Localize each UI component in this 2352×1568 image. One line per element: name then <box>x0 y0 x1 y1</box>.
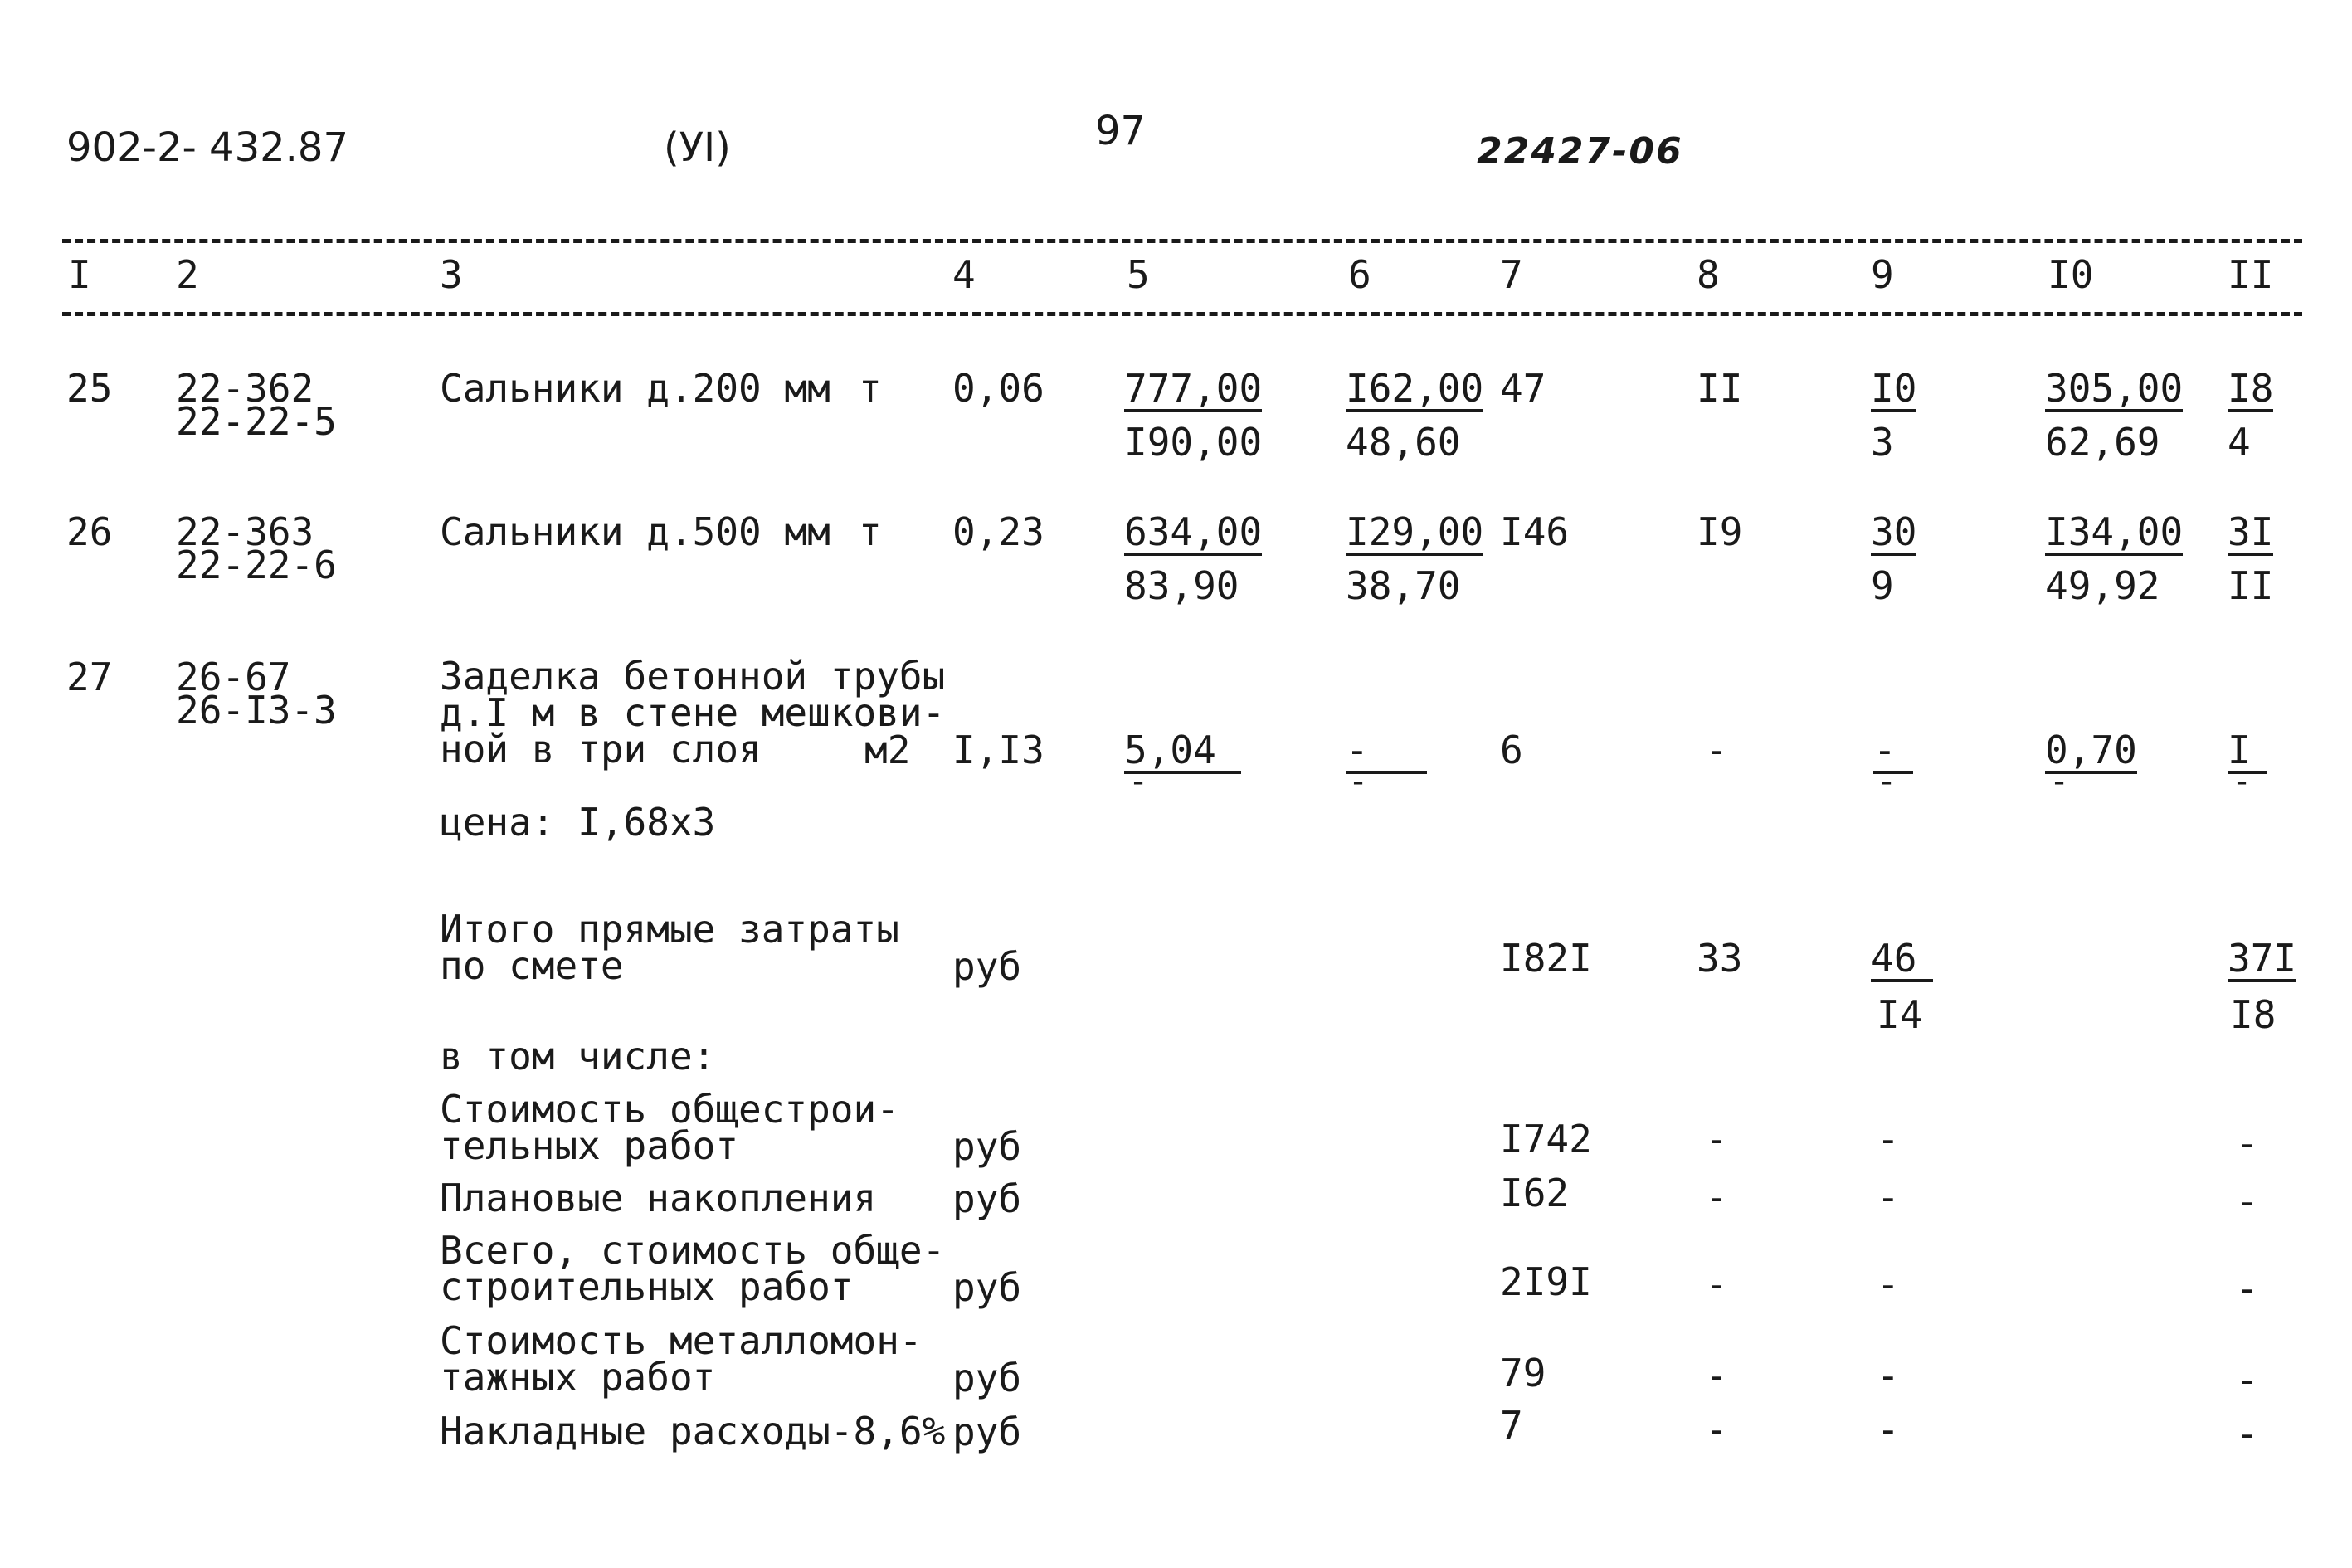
col6-top: - <box>1346 731 1427 774</box>
col5-bottom: 83,90 <box>1124 563 1239 608</box>
col-header-8: 8 <box>1697 252 1720 297</box>
code-2: 26-I3-3 <box>176 688 337 733</box>
item-col8: - <box>1705 1262 1728 1307</box>
col11-bottom: II <box>2228 563 2274 608</box>
direct-costs-col8: 33 <box>1697 936 1743 981</box>
col-header-1: I <box>68 252 91 297</box>
quantity: 0,06 <box>952 366 1045 411</box>
item-col7: I742 <box>1500 1117 1592 1161</box>
header-bottom-rule <box>62 312 2302 316</box>
item-unit: руб <box>952 1410 1022 1454</box>
item-unit: руб <box>952 1356 1022 1400</box>
col8-value: II <box>1697 366 1743 411</box>
col-header-4: 4 <box>952 252 976 297</box>
col6-bottom: 48,60 <box>1346 420 1461 465</box>
item-label-line1: Стоимость металломон- <box>440 1318 923 1363</box>
code-1: 26-67 <box>176 655 291 699</box>
item-label-line1: Плановые накопления <box>440 1176 877 1220</box>
col8-value: - <box>1705 728 1728 772</box>
handwritten-code: 22427-06 <box>1477 130 1683 173</box>
item-col7: 2I9I <box>1500 1259 1592 1304</box>
row-number: 27 <box>66 655 113 699</box>
col10-bottom: 62,69 <box>2045 420 2160 465</box>
work-description: Сальники д.200 мм <box>440 366 830 411</box>
item-label-line1: Стоимость общестрои- <box>440 1087 899 1132</box>
work-description: Сальники д.500 мм <box>440 509 830 554</box>
item-col8: - <box>1705 1117 1728 1161</box>
item-unit: руб <box>952 1124 1022 1169</box>
col9-top: 30 <box>1871 509 1917 554</box>
col-header-3: 3 <box>440 252 463 297</box>
item-col8: - <box>1705 1407 1728 1452</box>
row-number: 26 <box>66 509 113 554</box>
code-2: 22-22-5 <box>176 399 337 444</box>
direct-costs-col7: I82I <box>1500 936 1592 981</box>
col11-top: I <box>2228 731 2267 774</box>
col5-top: 777,00 <box>1124 366 1263 411</box>
direct-costs-label-line1: Итого прямые затраты <box>440 907 899 952</box>
work-description-line2: д.I м в стене мешкови- <box>440 690 946 735</box>
col5-bottom: I90,00 <box>1124 420 1263 465</box>
work-description-line3: ной в три слоя <box>440 727 762 772</box>
unit: т <box>859 366 882 411</box>
direct-costs-col9-bottom: I4 <box>1877 992 1923 1037</box>
col5-top: 5,04 <box>1124 731 1241 774</box>
direct-costs-col11-bottom: I8 <box>2230 992 2277 1037</box>
col9-top: - <box>1873 731 1913 774</box>
col6-top: I29,00 <box>1346 509 1484 554</box>
item-label-line1: Всего, стоимость обще- <box>440 1228 946 1273</box>
col6-top: I62,00 <box>1346 366 1484 411</box>
direct-costs-col9-top: 46 <box>1871 939 1933 982</box>
col6-bottom: 38,70 <box>1346 563 1461 608</box>
item-col9: - <box>1877 1353 1900 1398</box>
quantity: 0,23 <box>952 509 1045 554</box>
col-header-5: 5 <box>1127 252 1150 297</box>
item-col9: - <box>1877 1117 1900 1161</box>
col10-top: 0,70 <box>2045 728 2137 772</box>
col-header-9: 9 <box>1871 252 1894 297</box>
header-top-rule <box>62 239 2302 243</box>
col7-value: 6 <box>1500 728 1523 772</box>
document-code: 902-2- 432.87 <box>66 124 349 171</box>
col9-top: I0 <box>1871 366 1917 411</box>
item-col7: 7 <box>1500 1403 1523 1448</box>
col-header-6: 6 <box>1348 252 1371 297</box>
direct-costs-unit: руб <box>952 944 1022 989</box>
item-label-line2: строительных работ <box>440 1264 854 1309</box>
item-col9: - <box>1877 1175 1900 1220</box>
unit: т <box>859 509 882 554</box>
section-number: (УI) <box>664 124 731 171</box>
direct-costs-label-line2: по смете <box>440 943 624 988</box>
col7-value: I46 <box>1500 509 1570 554</box>
item-col7: 79 <box>1500 1351 1546 1395</box>
col5-top: 634,00 <box>1124 509 1263 554</box>
item-col11: - <box>2236 1266 2259 1311</box>
item-unit: руб <box>952 1265 1022 1310</box>
price-note: цена: I,68х3 <box>440 800 716 845</box>
including-label: в том числе: <box>440 1034 716 1079</box>
col-header-2: 2 <box>176 252 199 297</box>
col8-value: I9 <box>1697 509 1743 554</box>
item-label-line2: тажных работ <box>440 1355 716 1400</box>
item-col9: - <box>1877 1407 1900 1452</box>
code-1: 22-362 <box>176 366 314 411</box>
col9-bottom: 9 <box>1871 563 1894 608</box>
col10-bottom: 49,92 <box>2045 563 2160 608</box>
code-1: 22-363 <box>176 509 314 554</box>
item-col11: - <box>2236 1179 2259 1224</box>
code-2: 22-22-6 <box>176 543 337 587</box>
item-col7: I62 <box>1500 1171 1570 1215</box>
row-number: 25 <box>66 366 113 411</box>
col11-bottom: 4 <box>2228 420 2251 465</box>
col7-value: 47 <box>1500 366 1546 411</box>
col11-bottom: - <box>2232 762 2252 801</box>
col11-top: 3I <box>2228 509 2274 554</box>
quantity: I,I3 <box>952 728 1045 772</box>
col10-top: I34,00 <box>2045 509 2184 554</box>
col10-top: 305,00 <box>2045 366 2184 411</box>
item-col9: - <box>1877 1262 1900 1307</box>
work-description-line1: Заделка бетонной трубы <box>440 654 946 699</box>
col11-top: I8 <box>2228 366 2274 411</box>
unit: м2 <box>864 728 911 772</box>
direct-costs-col11-top: 37I <box>2228 936 2297 981</box>
item-col8: - <box>1705 1353 1728 1398</box>
item-col11: - <box>2236 1411 2259 1456</box>
col10-bottom: - <box>2049 762 2070 801</box>
page-number: 97 <box>1095 108 1147 154</box>
item-col8: - <box>1705 1175 1728 1220</box>
col6-bottom: - <box>1348 762 1369 801</box>
col5-bottom: - <box>1128 762 1149 801</box>
col-header-7: 7 <box>1500 252 1523 297</box>
col-header-11: II <box>2228 252 2274 297</box>
item-label-line1: Накладные расходы-8,6% <box>440 1409 946 1454</box>
col-header-10: I0 <box>2048 252 2094 297</box>
item-col11: - <box>2236 1357 2259 1402</box>
item-label-line2: тельных работ <box>440 1123 739 1168</box>
col9-bottom: - <box>1877 762 1897 801</box>
item-unit: руб <box>952 1176 1022 1221</box>
col9-bottom: 3 <box>1871 420 1894 465</box>
item-col11: - <box>2236 1121 2259 1166</box>
